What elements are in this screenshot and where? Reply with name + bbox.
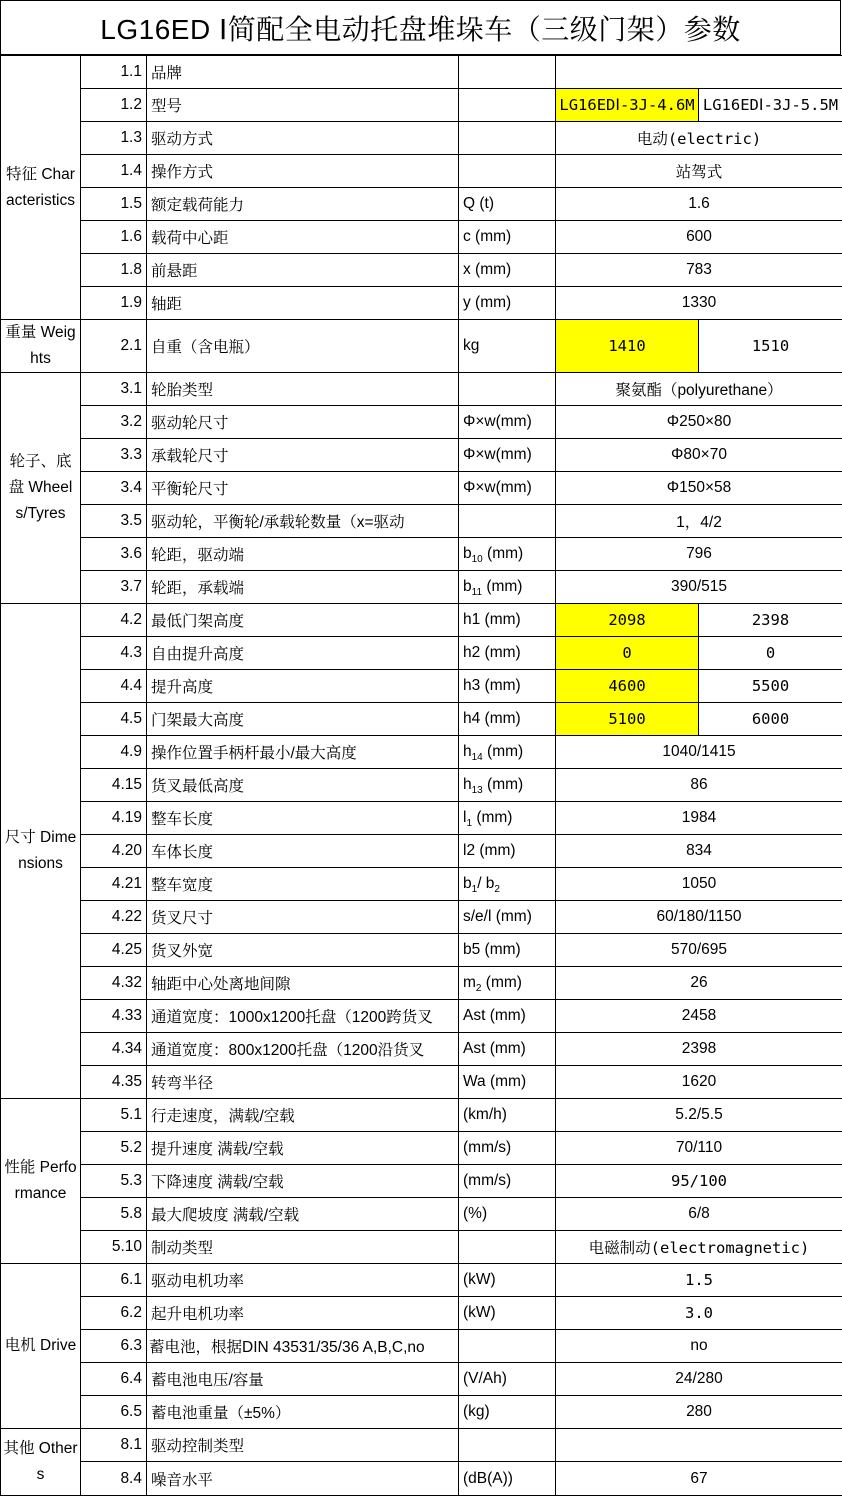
value-shared: 67 <box>556 1462 842 1496</box>
unit-rest: (mm) <box>472 809 512 826</box>
item-name: 蓄电池重量（±5%） <box>147 1396 459 1429</box>
value-model-a: 5100 <box>556 703 699 736</box>
value-model-a: 4600 <box>556 670 699 703</box>
item-name: 下降速度 满载/空载 <box>147 1165 459 1198</box>
item-number: 3.2 <box>81 406 147 439</box>
value-shared: 570/695 <box>556 934 842 967</box>
item-number: 5.10 <box>81 1231 147 1264</box>
spec-row <box>1 287 842 320</box>
value-shared: 6/8 <box>556 1198 842 1231</box>
value-shared: 834 <box>556 835 842 868</box>
item-name: 提升速度 满载/空载 <box>147 1132 459 1165</box>
item-unit <box>459 1330 556 1363</box>
item-name: 额定载荷能力 <box>147 188 459 221</box>
value-model-a: 2098 <box>556 604 699 637</box>
item-number: 4.19 <box>81 802 147 835</box>
item-number: 6.1 <box>81 1264 147 1297</box>
item-number: 4.25 <box>81 934 147 967</box>
spec-row <box>1 934 842 967</box>
value-shared: 3.0 <box>556 1297 842 1330</box>
unit-rest: (mm) <box>483 743 523 760</box>
item-number: 5.3 <box>81 1165 147 1198</box>
item-number: 1.8 <box>81 254 147 287</box>
item-unit <box>459 802 556 835</box>
item-unit <box>459 769 556 802</box>
value-shared: 1，4/2 <box>556 505 842 538</box>
unit-subscript: 14 <box>472 752 483 763</box>
item-number: 4.35 <box>81 1066 147 1099</box>
item-unit: h3 (mm) <box>459 670 556 703</box>
unit-symbol: b <box>463 578 472 595</box>
value-shared: 26 <box>556 967 842 1000</box>
spec-row <box>1 1363 842 1396</box>
item-name: 驱动控制类型 <box>147 1429 459 1462</box>
section-label: 重量 Weights <box>1 320 81 373</box>
item-name: 整车长度 <box>147 802 459 835</box>
sheet-title: LG16ED Ⅰ简配全电动托盘堆垛车（三级门架）参数 <box>0 0 841 55</box>
item-unit: kg <box>459 320 556 373</box>
value-model-b: 1510 <box>699 320 842 373</box>
spec-row <box>1 373 842 406</box>
item-number: 4.20 <box>81 835 147 868</box>
item-number: 4.34 <box>81 1033 147 1066</box>
item-name: 操作位置手柄杆最小/最大高度 <box>147 736 459 769</box>
unit-subscript: 11 <box>472 587 482 598</box>
spec-row <box>1 1429 842 1462</box>
item-name: 品牌 <box>147 56 459 89</box>
value-shared: Φ80×70 <box>556 439 842 472</box>
item-name: 驱动方式 <box>147 122 459 155</box>
value-shared: 2458 <box>556 1000 842 1033</box>
item-name: 载荷中心距 <box>147 221 459 254</box>
section-label: 尺寸 Dimensions <box>1 604 81 1099</box>
spec-row <box>1 221 842 254</box>
unit-subscript: 1 <box>466 818 472 829</box>
spec-row <box>1 538 842 571</box>
item-number: 1.3 <box>81 122 147 155</box>
unit-subscript: 2 <box>494 884 500 895</box>
value-shared: 600 <box>556 221 842 254</box>
spec-row <box>1 868 842 901</box>
item-number: 1.5 <box>81 188 147 221</box>
item-name: 通道宽度：1000x1200托盘（1200跨货叉 <box>147 1000 459 1033</box>
value-shared: 1984 <box>556 802 842 835</box>
item-unit: Q (t) <box>459 188 556 221</box>
item-name: 驱动轮，平衡轮/承载轮数量（x=驱动 <box>147 505 459 538</box>
item-unit: Wa (mm) <box>459 1066 556 1099</box>
item-name: 转弯半径 <box>147 1066 459 1099</box>
item-unit <box>459 571 556 604</box>
value-shared: 280 <box>556 1396 842 1429</box>
item-unit <box>459 538 556 571</box>
unit-symbol: h <box>463 776 472 793</box>
item-name: 前悬距 <box>147 254 459 287</box>
value-shared: 1620 <box>556 1066 842 1099</box>
spec-row <box>1 1396 842 1429</box>
item-number: 4.22 <box>81 901 147 934</box>
item-number: 6.2 <box>81 1297 147 1330</box>
item-unit: (%) <box>459 1198 556 1231</box>
spec-row <box>1 703 842 736</box>
item-number: 1.9 <box>81 287 147 320</box>
item-number: 1.1 <box>81 56 147 89</box>
item-unit: (kg) <box>459 1396 556 1429</box>
item-name: 轴距 <box>147 287 459 320</box>
item-number: 5.1 <box>81 1099 147 1132</box>
item-number: 3.1 <box>81 373 147 406</box>
item-unit <box>459 736 556 769</box>
value-shared <box>556 56 842 89</box>
item-number: 1.6 <box>81 221 147 254</box>
value-shared: no <box>556 1330 842 1363</box>
item-name: 制动类型 <box>147 1231 459 1264</box>
spec-row <box>1 89 842 122</box>
value-model-b: 2398 <box>699 604 842 637</box>
item-number: 4.9 <box>81 736 147 769</box>
value-model-a: 0 <box>556 637 699 670</box>
value-shared: 1040/1415 <box>556 736 842 769</box>
unit-subscript: 2 <box>476 983 482 994</box>
item-name: 轮胎类型 <box>147 373 459 406</box>
item-name: 行走速度，满载/空载 <box>147 1099 459 1132</box>
item-name: 蓄电池电压/容量 <box>147 1363 459 1396</box>
unit-symbol: h <box>463 743 472 760</box>
spec-row <box>1 1330 842 1363</box>
item-unit: (V/Ah) <box>459 1363 556 1396</box>
unit-subscript: 10 <box>472 554 483 565</box>
value-shared: Φ250×80 <box>556 406 842 439</box>
item-number: 6.4 <box>81 1363 147 1396</box>
item-name: 货叉最低高度 <box>147 769 459 802</box>
item-name: 自重（含电瓶） <box>147 320 459 373</box>
spec-row <box>1 439 842 472</box>
value-shared: 70/110 <box>556 1132 842 1165</box>
item-unit <box>459 122 556 155</box>
spec-row <box>1 1099 842 1132</box>
item-number: 4.3 <box>81 637 147 670</box>
item-unit <box>459 155 556 188</box>
item-unit: (mm/s) <box>459 1132 556 1165</box>
item-number: 4.33 <box>81 1000 147 1033</box>
item-unit: Φ×w(mm) <box>459 406 556 439</box>
item-unit: Φ×w(mm) <box>459 439 556 472</box>
item-name: 平衡轮尺寸 <box>147 472 459 505</box>
unit-rest: (mm) <box>483 776 523 793</box>
spec-row <box>1 901 842 934</box>
value-shared: 电磁制动(electromagnetic) <box>556 1231 842 1264</box>
spec-row <box>1 254 842 287</box>
item-number: 4.21 <box>81 868 147 901</box>
spec-row <box>1 1231 842 1264</box>
item-name: 轮距，驱动端 <box>147 538 459 571</box>
section-label: 电机 Drive <box>1 1264 81 1429</box>
item-number: 3.3 <box>81 439 147 472</box>
spec-row <box>1 505 842 538</box>
item-number: 3.4 <box>81 472 147 505</box>
unit-symbol: l <box>463 809 466 826</box>
item-number: 8.4 <box>81 1462 147 1496</box>
item-unit: x (mm) <box>459 254 556 287</box>
spec-row <box>1 1165 842 1198</box>
spec-row <box>1 472 842 505</box>
item-number: 3.6 <box>81 538 147 571</box>
value-model-b: 0 <box>699 637 842 670</box>
item-name: 自由提升高度 <box>147 637 459 670</box>
value-shared: 796 <box>556 538 842 571</box>
value-model-b: LG16EDⅠ-3J-5.5M <box>699 89 842 122</box>
value-shared <box>556 1429 842 1462</box>
spec-row <box>1 736 842 769</box>
item-number: 6.5 <box>81 1396 147 1429</box>
spec-row <box>1 406 842 439</box>
item-unit: (kW) <box>459 1297 556 1330</box>
item-unit: Φ×w(mm) <box>459 472 556 505</box>
item-number: 4.5 <box>81 703 147 736</box>
item-name: 门架最大高度 <box>147 703 459 736</box>
item-unit: l2 (mm) <box>459 835 556 868</box>
item-name: 最大爬坡度 满载/空载 <box>147 1198 459 1231</box>
unit-symbol: b <box>463 875 472 892</box>
spec-row <box>1 967 842 1000</box>
spec-row <box>1 802 842 835</box>
item-unit: h4 (mm) <box>459 703 556 736</box>
value-shared: 60/180/1150 <box>556 901 842 934</box>
item-unit <box>459 1429 556 1462</box>
item-unit: h2 (mm) <box>459 637 556 670</box>
unit-rest: / b <box>477 875 494 892</box>
item-name: 驱动电机功率 <box>147 1264 459 1297</box>
item-unit <box>459 967 556 1000</box>
item-unit: (kW) <box>459 1264 556 1297</box>
spec-row <box>1 320 842 373</box>
item-unit: b5 (mm) <box>459 934 556 967</box>
item-unit: Ast (mm) <box>459 1033 556 1066</box>
item-name: 承载轮尺寸 <box>147 439 459 472</box>
item-name: 货叉尺寸 <box>147 901 459 934</box>
unit-symbol: m <box>463 974 476 991</box>
value-model-b: 6000 <box>699 703 842 736</box>
spec-row <box>1 1000 842 1033</box>
item-name: 通道宽度：800x1200托盘（1200沿货叉 <box>147 1033 459 1066</box>
section-label: 轮子、底盘 Wheels/Tyres <box>1 373 81 604</box>
section-label: 特征 Characteristics <box>1 56 81 320</box>
spec-row <box>1 1264 842 1297</box>
item-name: 操作方式 <box>147 155 459 188</box>
value-shared: 95/100 <box>556 1165 842 1198</box>
spec-row <box>1 1297 842 1330</box>
item-unit: (mm/s) <box>459 1165 556 1198</box>
value-shared: 5.2/5.5 <box>556 1099 842 1132</box>
item-unit: y (mm) <box>459 287 556 320</box>
value-shared: 86 <box>556 769 842 802</box>
spec-row <box>1 1198 842 1231</box>
item-unit: (dB(A)) <box>459 1462 556 1496</box>
spec-row <box>1 1462 842 1496</box>
item-unit: h1 (mm) <box>459 604 556 637</box>
spec-table <box>0 55 842 1496</box>
item-number: 1.4 <box>81 155 147 188</box>
item-name: 车体长度 <box>147 835 459 868</box>
spec-row <box>1 1132 842 1165</box>
value-shared: 24/280 <box>556 1363 842 1396</box>
item-number: 4.32 <box>81 967 147 1000</box>
item-number: 5.8 <box>81 1198 147 1231</box>
item-unit <box>459 505 556 538</box>
unit-subscript: 13 <box>472 785 483 796</box>
value-shared: 1050 <box>556 868 842 901</box>
item-name: 整车宽度 <box>147 868 459 901</box>
spec-row <box>1 155 842 188</box>
item-number: 4.15 <box>81 769 147 802</box>
item-unit: Ast (mm) <box>459 1000 556 1033</box>
spec-row <box>1 1033 842 1066</box>
spec-row <box>1 604 842 637</box>
spec-row <box>1 769 842 802</box>
item-unit: (km/h) <box>459 1099 556 1132</box>
value-shared: 2398 <box>556 1033 842 1066</box>
unit-rest: (mm) <box>481 974 521 991</box>
item-unit <box>459 89 556 122</box>
spec-row <box>1 1066 842 1099</box>
item-name: 蓄电池，根据DIN 43531/35/36 A,B,C,no <box>147 1330 459 1363</box>
value-shared: 站驾式 <box>556 155 842 188</box>
section-label: 性能 Performance <box>1 1099 81 1264</box>
item-unit: s/e/l (mm) <box>459 901 556 934</box>
item-name: 驱动轮尺寸 <box>147 406 459 439</box>
item-unit <box>459 373 556 406</box>
item-number: 4.2 <box>81 604 147 637</box>
item-number: 3.5 <box>81 505 147 538</box>
spec-row <box>1 835 842 868</box>
item-number: 4.4 <box>81 670 147 703</box>
value-shared: 电动(electric) <box>556 122 842 155</box>
spec-row <box>1 637 842 670</box>
value-model-b: 5500 <box>699 670 842 703</box>
value-shared: 聚氨酯（polyurethane） <box>556 373 842 406</box>
value-shared: 390/515 <box>556 571 842 604</box>
item-number: 8.1 <box>81 1429 147 1462</box>
item-number: 3.7 <box>81 571 147 604</box>
item-name: 轴距中心处离地间隙 <box>147 967 459 1000</box>
spec-row <box>1 188 842 221</box>
spec-row <box>1 670 842 703</box>
value-model-a: LG16EDⅠ-3J-4.6M <box>556 89 699 122</box>
item-unit <box>459 868 556 901</box>
item-number: 5.2 <box>81 1132 147 1165</box>
item-name: 轮距，承载端 <box>147 571 459 604</box>
value-shared: Φ150×58 <box>556 472 842 505</box>
item-number: 6.3 <box>81 1330 147 1363</box>
item-unit: c (mm) <box>459 221 556 254</box>
value-model-a: 1410 <box>556 320 699 373</box>
item-name: 最低门架高度 <box>147 604 459 637</box>
value-shared: 1.5 <box>556 1264 842 1297</box>
item-name: 提升高度 <box>147 670 459 703</box>
value-shared: 783 <box>556 254 842 287</box>
item-name: 货叉外宽 <box>147 934 459 967</box>
item-name: 型号 <box>147 89 459 122</box>
value-shared: 1.6 <box>556 188 842 221</box>
item-name: 噪音水平 <box>147 1462 459 1496</box>
unit-rest: (mm) <box>482 578 522 595</box>
unit-rest: (mm) <box>483 545 523 562</box>
unit-symbol: b <box>463 545 472 562</box>
unit-subscript: 1 <box>472 884 478 895</box>
spec-row <box>1 56 842 89</box>
item-number: 2.1 <box>81 320 147 373</box>
value-shared: 1330 <box>556 287 842 320</box>
spec-row <box>1 571 842 604</box>
item-name: 起升电机功率 <box>147 1297 459 1330</box>
item-number: 1.2 <box>81 89 147 122</box>
section-label: 其他 Others <box>1 1429 81 1496</box>
item-unit <box>459 1231 556 1264</box>
spec-row <box>1 122 842 155</box>
item-unit <box>459 56 556 89</box>
